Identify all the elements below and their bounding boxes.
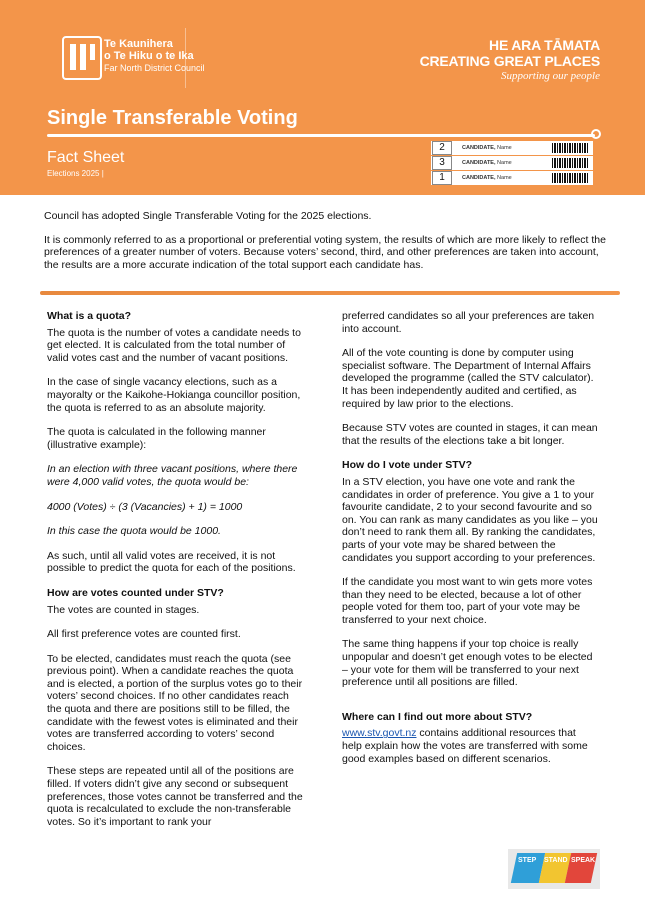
link-description: contains additional resources that help explain how the votes are transferred with some good examples based on different scenarios. <box>342 727 588 765</box>
logo-word-step: STEP <box>518 857 537 864</box>
ballot-rank: 2 <box>432 141 452 155</box>
title-line-dot <box>591 129 601 139</box>
logo-word-speak: SPEAK <box>571 857 596 864</box>
paragraph: The quota is calculated in the following manner (illustrative example): <box>47 426 266 451</box>
paragraph: preferred candidates so all your preferences are taken into account. <box>342 310 595 335</box>
barcode-icon <box>552 158 588 168</box>
ballot-rank: 3 <box>432 156 452 170</box>
council-logo-icon <box>62 36 102 80</box>
page-title: Single Transferable Voting <box>47 107 298 129</box>
section-heading: How do I vote under STV? <box>342 459 473 472</box>
section-heading: How are votes counted under STV? <box>47 586 224 599</box>
council-logo-text <box>104 38 205 74</box>
section-divider <box>40 291 620 295</box>
barcode-icon <box>552 143 588 153</box>
paragraph: If the candidate you most want to win gets more votes than they need to be elected, because a lot of other people voted for them too, part of your vote may be transferred to your next choice. <box>342 576 593 626</box>
logo-word-stand: STAND <box>544 857 568 864</box>
paragraph: These steps are repeated until all of the positions are filled. If voters didn’t give any second or subsequent preferences, those votes cannot be transferred and the quota is recalculated to exclude the non-transferable votes. So it’s important to rank your <box>47 765 303 828</box>
paragraph: The same thing happens if your top choice is really unpopular and doesn’t get enough votes to be elected – your vote for them will be transferred to your next preference until all positions are filled. <box>342 638 593 689</box>
logo-line-2: o Te Hiku o te Ika <box>104 50 194 62</box>
ballot-candidate: CANDIDATE, Name <box>462 145 512 151</box>
paragraph: All of the vote counting is done by computer using specialist software. The Department of Internal Affairs developed the programme (called the STV calculator). It has been independently audited and certified, as required by law prior to the elections. <box>342 347 594 410</box>
section-heading: Where can I find out more about STV? <box>342 710 533 723</box>
tagline-line-2: CREATING GREAT PLACES <box>419 53 600 69</box>
ballot-row <box>431 171 593 185</box>
header-divider <box>185 28 186 88</box>
paragraph: As such, until all valid votes are received, it is not possible to predict the quota for each of the positions. <box>47 549 296 575</box>
ballot-row <box>431 156 593 170</box>
paragraph: All first preference votes are counted first. <box>47 628 241 641</box>
paragraph <box>342 727 598 765</box>
intro-section <box>44 210 614 282</box>
page-subtitle: Fact Sheet <box>47 149 125 166</box>
paragraph: To be elected, candidates must reach the quota (see previous point). When a candidate reaches the quota and is elected, a portion of the surplus votes go to their voters’ second choices. If no other candidates reach the quota and there are positions still to be filled, the candidate with the fewest votes is eliminated and their votes are transferred according to voters’ second choices. <box>47 652 303 753</box>
stv-link[interactable]: www.stv.govt.nz <box>342 727 417 740</box>
ballot-candidate: CANDIDATE, Name <box>462 175 512 181</box>
barcode-icon <box>552 173 588 183</box>
step-stand-speak-logo <box>508 849 600 889</box>
paragraph: Because STV votes are counted in stages, it can mean that the results of the elections take a bit longer. <box>342 422 598 447</box>
header-banner <box>0 0 645 195</box>
ballot-rank: 1 <box>432 171 452 185</box>
tagline-line-3: Supporting our people <box>501 70 600 82</box>
page-edition: Elections 2025 | <box>47 169 104 178</box>
left-column <box>47 310 303 840</box>
paragraph: In a STV election, you have one vote and rank the candidates in order of preference. You give a 1 to your favourite candidate, 2 to your second favourite and so on. You can rank as many candidates as you like – you don’t need to rank them all. By ranking the candidates, parts of your vote may be shared between the candidates you support according to your preferences. <box>342 475 598 564</box>
paragraph: In the case of single vacancy elections, such as a mayoralty or the Kaikohe-Hokianga councillor position, the quota is referred to as an absolute majority. <box>47 376 301 414</box>
title-underline <box>47 134 595 137</box>
logo-line-3: Far North District Council <box>104 63 205 73</box>
logo-line-1: Te Kaunihera <box>104 38 173 50</box>
tagline <box>420 37 600 83</box>
intro-paragraph: Council has adopted Single Transferable Voting for the 2025 elections. <box>44 210 372 222</box>
example-paragraph: In an election with three vacant positions, where there were 4,000 valid votes, the quota would be: <box>47 463 298 488</box>
tagline-line-1: HE ARA TĀMATA <box>489 37 600 53</box>
right-column <box>342 310 598 777</box>
section-heading: What is a quota? <box>47 310 131 322</box>
paragraph: The votes are counted in stages. <box>47 603 200 616</box>
ballot-candidate: CANDIDATE, Name <box>462 160 512 166</box>
intro-paragraph: It is commonly referred to as a proportional or preferential voting system, the results of which are more likely to reflect the preferences of a greater number of voters. Because voters’ second, third, and other preferences are taken into account, the results are a more accurate indication of the total support each candidate has. <box>44 233 606 271</box>
ballot-illustration <box>431 141 593 186</box>
ballot-row <box>431 141 593 155</box>
example-result: In this case the quota would be 1000. <box>47 525 221 538</box>
formula: 4000 (Votes) ÷ (3 (Vacancies) + 1) = 1000 <box>47 500 243 513</box>
paragraph: The quota is the number of votes a candidate needs to get elected. It is calculated from the total number of valid votes cast and the number of vacant positions. <box>47 326 301 364</box>
